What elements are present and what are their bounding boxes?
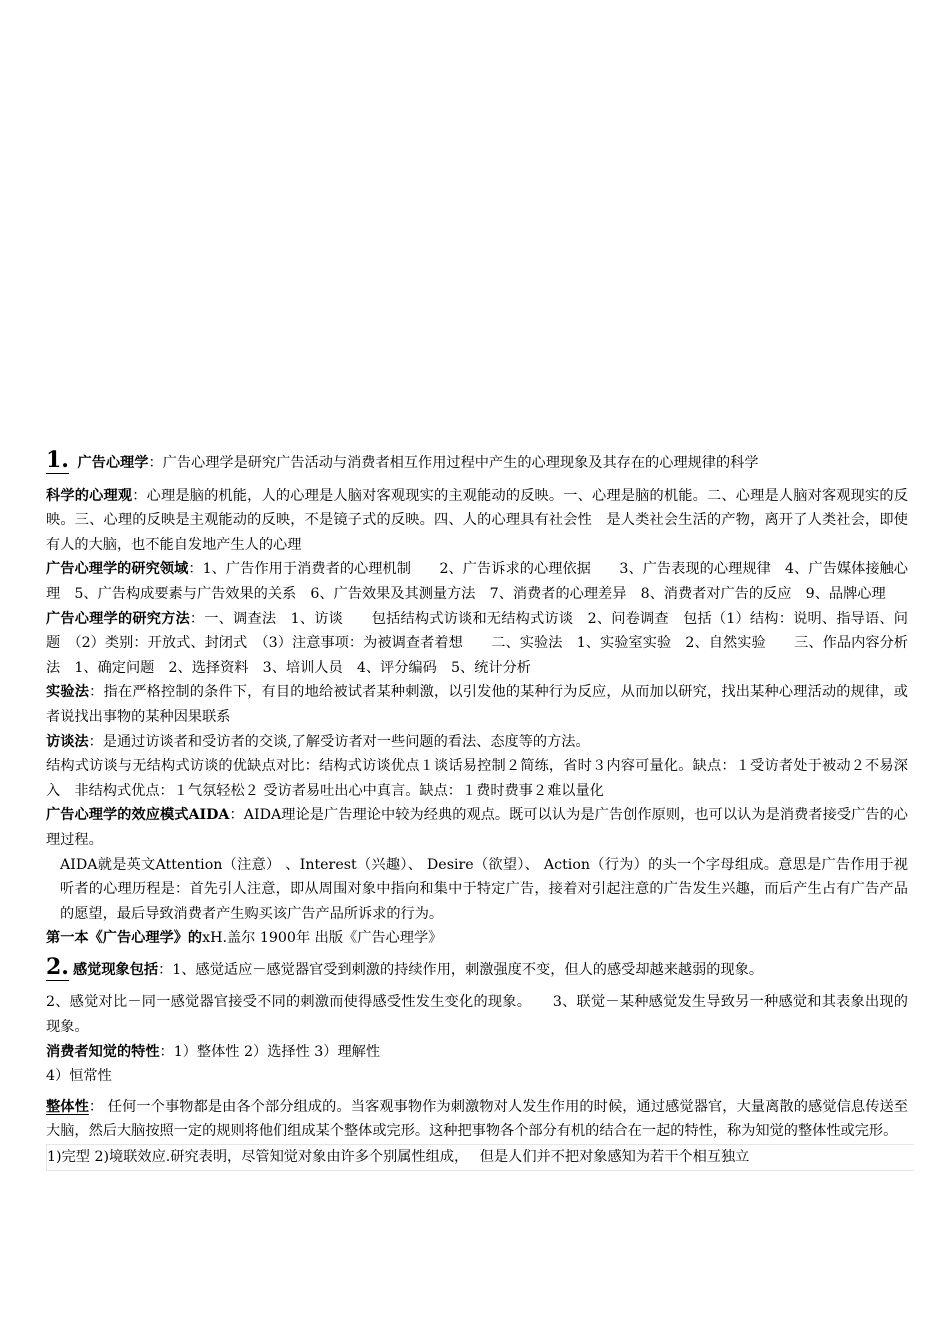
document-body (46, 447, 908, 1171)
term-title: 实验法 (46, 684, 90, 701)
term-text: xH.盖尔 1900年 出版《广告心理学》 (202, 930, 443, 947)
paragraph (46, 926, 908, 951)
term-definition: ：广告心理学是研究广告活动与消费者相互作用过程中产生的心理现象及其存在的心理规律的科学 (148, 455, 759, 471)
term-definition: ：1、感觉适应－感觉器官受到刺激的持续作用，刺激强度不变，但人的感受却越来越弱的现象。 (158, 961, 764, 978)
paragraph (46, 680, 908, 729)
term-title: 感觉现象包括 (72, 961, 159, 978)
paragraph (46, 803, 908, 852)
paragraph: AIDA就是英文Attention（注意） 、Interest（兴趣）、 Desire（欲望）、 Action（行为）的头一个字母组成。意思是广告作用于视听者的心理历程是：首先引人注意，即从周围对象中指向和集中于特定广告，接着对引起注意的广告发生兴趣，而后产生占有广告产品的愿望，最后导致消费者产生购买该广告产品所诉求的行为。 (60, 856, 908, 922)
paragraph: 2、感觉对比－同一感觉器官接受不同的刺激而使得感受性发生变化的现象。 3、联觉－某种感觉发生导致另一种感觉和其表象出现的现象。 (46, 994, 908, 1036)
term-text: ：1、广告作用于消费者的心理机制 2、广告诉求的心理依据 3、广告表现的心理规律 4、广告媒体接触心理 5、广告构成要素与广告效果的关系 6、广告效果及其测量方法 7、消费者的心理差异 8、消费者对广告的反应 9、品牌心理 (46, 561, 908, 602)
section-2-heading (46, 953, 908, 983)
section-1-heading (46, 447, 908, 476)
term-title: 访谈法 (46, 733, 89, 750)
term-text: ：心理是脑的机能，人的心理是人脑对客观现实的主观能动的反映。一、心理是脑的机能。二、心理是人脑对客观现实的反映。三、心理的反映是主观能动的反映，不是镜子式的反映。四、人的心理具有社会性 是人类社会生活的产物，离开了人类社会，即使有人的大脑，也不能自发地产生人的心理 (46, 487, 908, 553)
paragraph: 4）恒常性 (46, 1068, 112, 1085)
term-text: ：是通过访谈者和受访者的交谈,了解受访者对一些问题的看法、态度等的方法。 (88, 733, 590, 750)
term-title: 广告心理学的研究领域 (46, 561, 189, 578)
section-number: 2. (46, 953, 69, 980)
paragraph: 结构式访谈与无结构式访谈的优缺点对比：结构式访谈优点１谈话易控制２简练，省时３内容可量化。缺点：１受访者处于被动２不易深入 非结构式优点：１气氛轻松２ 受访者易吐出心中真言。缺点：１费时费事２难以量化 (46, 758, 908, 799)
term-title: 第一本《广告心理学》的 (46, 930, 203, 947)
term-title: 消费者知觉的特性 (46, 1043, 160, 1060)
term-text: ：1）整体性 2）选择性 3）理解性 (159, 1043, 381, 1060)
term-text: ：指在严格控制的条件下，有目的地给被试者某种刺激，以引发他的某种行为反应，从而加以研究，找出某种心理活动的规律，或者说找出事物的某种因果联系 (46, 684, 908, 725)
paragraph (46, 484, 908, 558)
term-text: ： 任何一个事物都是由各个部分组成的。当客观事物作为刺激物对人发生作用的时候，通过感觉器官，大量离散的感觉信息传送至大脑，然后大脑按照一定的规则将他们组成某个整体或完形。这种把事物各个部分有机的结合在一起的特性，称为知觉的整体性或完形。 (46, 1098, 908, 1140)
section-number: 1. (46, 447, 69, 473)
term-title: 广告心理学的研究方法 (46, 610, 190, 627)
term-title: 广告心理学的效应模式AIDA (46, 807, 230, 824)
paragraph (46, 730, 908, 755)
term-title: 广告心理学 (77, 455, 149, 471)
paragraph (46, 1040, 908, 1065)
term-title: 科学的心理观 (46, 487, 133, 504)
paragraph (46, 557, 908, 606)
paragraph (46, 1095, 908, 1144)
paragraph: 1)完型 2)境联效应.研究表明，尽管知觉对象由许多个别属性组成， 但是人们并不把对象感知为若干个相互独立 (46, 1144, 914, 1171)
term-text: ：一、调查法 1、访谈 包括结构式访谈和无结构式访谈 2、问卷调查 包括（1）结构：说明、指导语、问题 （2）类别：开放式、封闭式 （3）注意事项：为被调查者着想 二、实验法 1、实验室实验 2、自然实验 三、作品内容分析法 1、确定问题 2、选择资料 3、培训人员 4、评分编码 5、统计分析 (46, 610, 908, 676)
term-text: ：AIDA理论是广告理论中较为经典的观点。既可以认为是广告创作原则，也可以认为是消费者接受广告的心理过程。 (46, 807, 908, 848)
term-title: 整体性 (46, 1098, 89, 1115)
paragraph (46, 607, 908, 681)
